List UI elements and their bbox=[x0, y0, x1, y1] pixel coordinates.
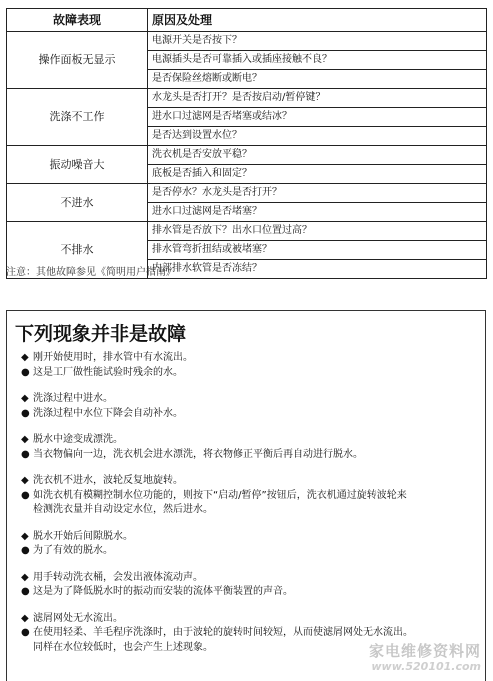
explanation-line bbox=[21, 626, 483, 641]
diamond-bullet-icon: ◆ bbox=[21, 475, 29, 486]
phenomenon-line bbox=[21, 392, 483, 407]
cause-cell: 电源插头是否可靠插入或插座接触不良？ bbox=[148, 51, 487, 70]
line-text: 刚开始使用时，排水管中有水流出。 bbox=[33, 352, 193, 363]
cause-cell: 进水口过滤网是否堵塞？ bbox=[148, 203, 487, 222]
line-text: 同样在水位较低时，也会产生上述现象。 bbox=[33, 641, 213, 653]
line-text: 如洗衣机有模糊控制水位功能的，则按下“启动/暂停”按钮后，洗衣机通过旋转波轮来 bbox=[33, 489, 407, 501]
line-text: 洗涤过程中进水。 bbox=[33, 393, 113, 404]
phenomenon-group bbox=[21, 474, 483, 518]
table-row bbox=[7, 146, 487, 165]
symptom-cell: 振动噪音大 bbox=[7, 146, 148, 184]
symptom-cell: 操作面板无显示 bbox=[7, 32, 148, 89]
symptom-cell: 洗涤不工作 bbox=[7, 89, 148, 146]
phenomenon-group bbox=[21, 351, 483, 380]
diamond-bullet-icon: ◆ bbox=[21, 571, 29, 583]
table-row bbox=[7, 222, 487, 241]
explanation-line bbox=[21, 544, 483, 559]
watermark-text: 家电维修资料网 bbox=[368, 642, 481, 660]
panel-title: 下列现象并非是故障 bbox=[15, 323, 187, 345]
phenomenon-line bbox=[21, 474, 483, 489]
watermark bbox=[369, 643, 481, 675]
line-text: 这是为了降低脱水时的振动而安装的流体平衡装置的声音。 bbox=[33, 586, 293, 597]
dot-bullet-icon: ● bbox=[21, 366, 30, 378]
phenomena-list bbox=[21, 351, 483, 667]
explanation-line bbox=[21, 366, 483, 381]
not-faults-panel bbox=[6, 310, 486, 681]
line-text: 当衣物偏向一边，洗衣机会进水漂洗，将衣物修正平衡后再自动进行脱水。 bbox=[33, 448, 363, 460]
line-text: 滤屑网处无水流出。 bbox=[33, 612, 123, 624]
diamond-bullet-icon: ◆ bbox=[21, 352, 29, 363]
cause-cell: 排水管是否放下？出水口位置过高？ bbox=[148, 222, 487, 241]
table-row bbox=[7, 32, 487, 51]
phenomenon-line bbox=[21, 571, 483, 586]
phenomenon-group bbox=[21, 433, 483, 462]
dot-bullet-icon: ● bbox=[21, 407, 30, 419]
diamond-bullet-icon: ◆ bbox=[21, 393, 29, 404]
diamond-bullet-icon: ◆ bbox=[21, 530, 29, 542]
cause-cell: 水龙头是否打开？是否按启动/暂停键？ bbox=[148, 89, 487, 108]
dot-bullet-icon: ● bbox=[21, 627, 30, 638]
watermark-url: www.520101.com bbox=[371, 660, 481, 673]
line-text: 脱水开始后间隙脱水。 bbox=[33, 530, 133, 542]
line-text: 脱水中途变成漂洗。 bbox=[33, 434, 123, 445]
cause-cell: 洗衣机是否安放平稳？ bbox=[148, 146, 487, 165]
phenomenon-line bbox=[21, 530, 483, 545]
cause-cell: 底板是否插入和固定？ bbox=[148, 165, 487, 184]
explanation-line bbox=[21, 503, 483, 518]
phenomenon-line bbox=[21, 433, 483, 448]
line-text: 在使用轻柔、羊毛程序洗涤时，由于波轮的旋转时间较短，从而使滤屑网处无水流出。 bbox=[33, 627, 413, 638]
cause-cell: 排水管弯折扭结或被堵塞？ bbox=[148, 241, 487, 260]
cause-cell: 内部排水软管是否冻结？ bbox=[148, 260, 487, 279]
symptom-cell: 不进水 bbox=[7, 184, 148, 222]
cause-cell: 电源开关是否按下？ bbox=[148, 32, 487, 51]
phenomenon-group bbox=[21, 392, 483, 421]
line-text: 洗涤过程中水位下降会自动补水。 bbox=[33, 407, 183, 419]
cause-cell: 进水口过滤网是否堵塞或结冰？ bbox=[148, 108, 487, 127]
table-header-row bbox=[7, 9, 487, 32]
line-text: 检测洗衣量并自动设定水位，然后进水。 bbox=[33, 504, 213, 515]
line-text: 为了有效的脱水。 bbox=[33, 545, 113, 556]
line-text: 用手转动洗衣桶，会发出液体流动声。 bbox=[33, 571, 203, 583]
note-text: 注意：其他故障参见《简明用户指南》 bbox=[6, 267, 176, 278]
explanation-line bbox=[21, 585, 483, 600]
cause-cell: 是否停水？水龙头是否打开？ bbox=[148, 184, 487, 203]
phenomenon-line bbox=[21, 351, 483, 366]
header-cause: 原因及处理 bbox=[148, 9, 487, 32]
phenomenon-line bbox=[21, 612, 483, 627]
line-text: 洗衣机不进水，波轮反复地旋转。 bbox=[33, 475, 183, 486]
phenomenon-group bbox=[21, 571, 483, 600]
line-text: 这是工厂做性能试验时残余的水。 bbox=[33, 366, 183, 378]
cause-cell: 是否保险丝熔断或断电？ bbox=[148, 70, 487, 89]
diamond-bullet-icon: ◆ bbox=[21, 434, 29, 445]
dot-bullet-icon: ● bbox=[21, 545, 30, 556]
cause-cell: 是否达到设置水位？ bbox=[148, 127, 487, 146]
header-symptom: 故障表现 bbox=[7, 9, 148, 32]
table-row bbox=[7, 89, 487, 108]
explanation-line bbox=[21, 448, 483, 463]
troubleshooting-table bbox=[6, 8, 487, 279]
dot-bullet-icon: ● bbox=[21, 448, 30, 460]
dot-bullet-icon: ● bbox=[21, 586, 30, 597]
dot-bullet-icon: ● bbox=[21, 489, 30, 501]
phenomenon-group bbox=[21, 530, 483, 559]
troubleshooting-table-wrap bbox=[6, 8, 486, 279]
symptom-cell: 不排水 bbox=[7, 222, 148, 279]
explanation-line bbox=[21, 407, 483, 422]
explanation-line bbox=[21, 489, 483, 504]
table-row bbox=[7, 184, 487, 203]
diamond-bullet-icon: ◆ bbox=[21, 612, 29, 624]
